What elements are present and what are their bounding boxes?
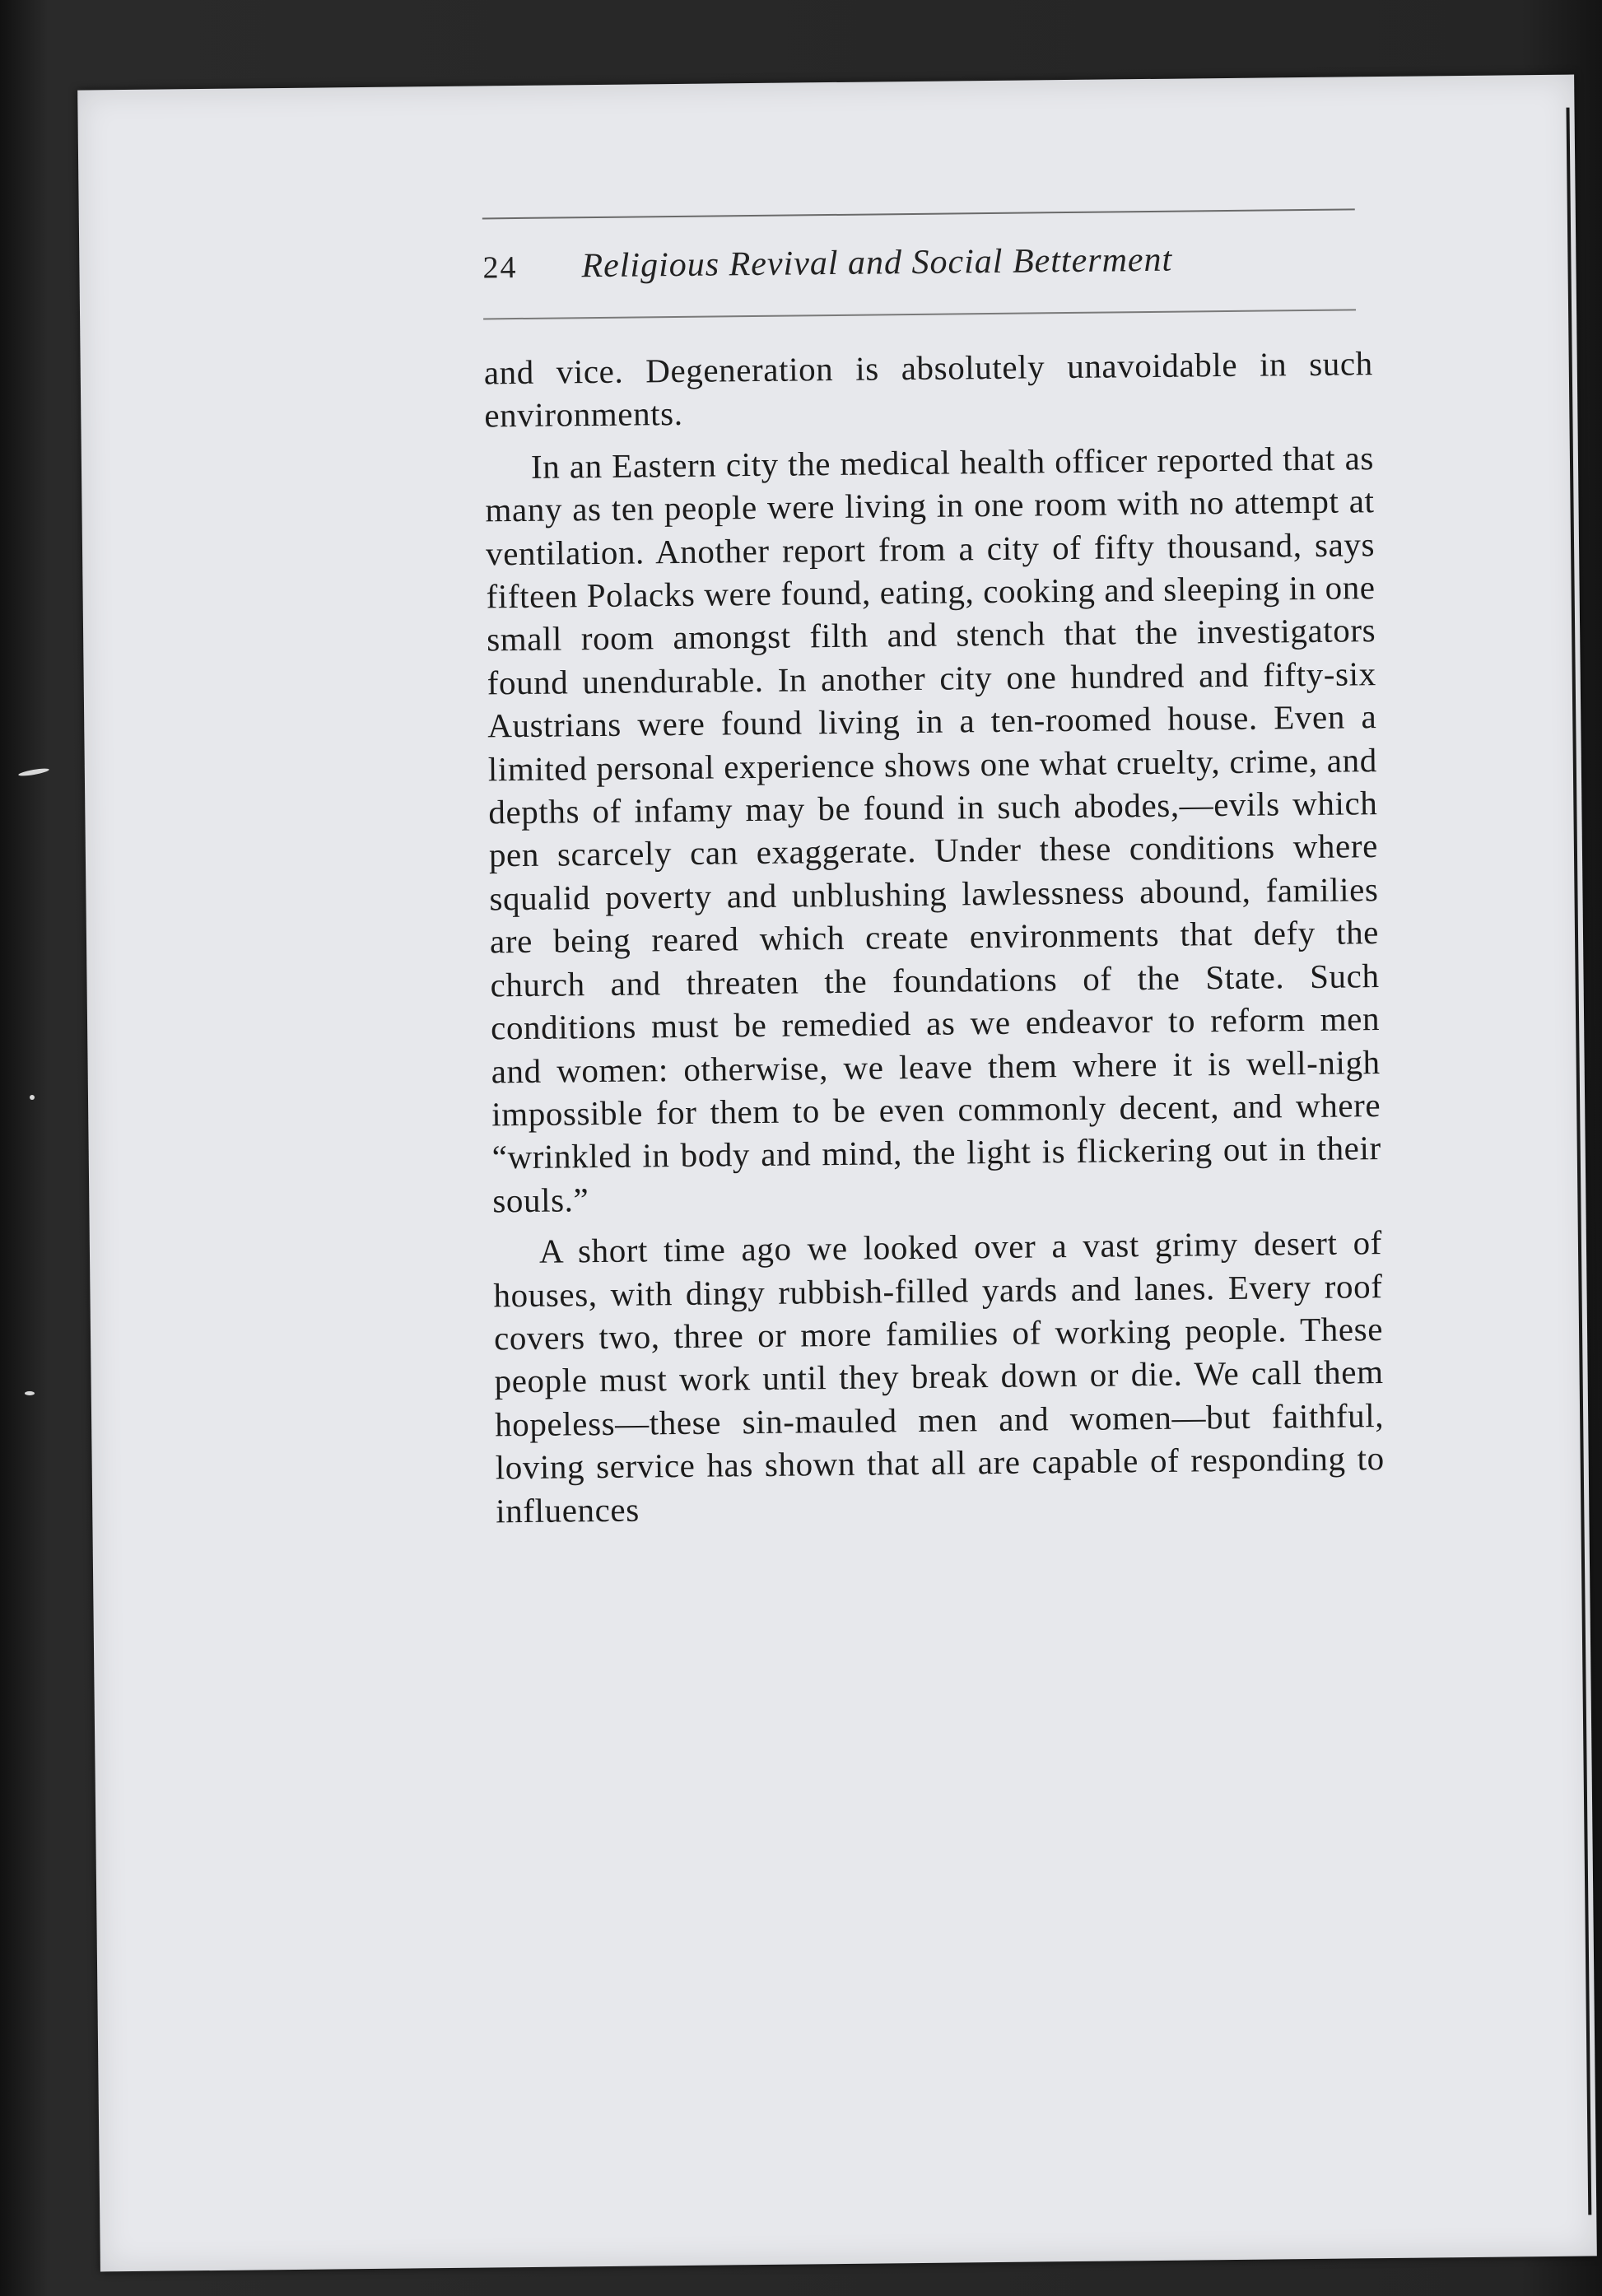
paragraph-continued: and vice. Degeneration is absolutely unavoidable in such environments. (483, 344, 1373, 435)
dust-speck (25, 1391, 35, 1395)
header-rule-top (482, 208, 1355, 219)
running-head (482, 238, 1356, 305)
body-text (484, 342, 1385, 1532)
paragraph: In an Eastern city the medical health officer reported that as many as ten people were living in one room with no attempt at ventilation. Another report from a city of fifty thousand, says fifteen Polacks were found, eating, cooking and sleeping in one small room amongst filth and stench that the investigators found unendurable. In another city one hundred and fifty-six Austrians were found living in a ten-roomed house. Even a limited personal experience shows one what cruelty, crime, and depths of infamy may be found in such abodes,—evils which pen scarcely can exaggerate. Under these conditions where squalid poverty and unblushing lawlessness abound, families are being reared which create environments that defy the church and threaten the foundations of the State. Such conditions must be remedied as we endeavor to reform men and women: otherwise, we leave them where it is well-nigh impossible for them to be even commonly decent, and where “wrinkled in body and mind, the light is flickering out in their souls.” (485, 438, 1381, 1220)
book-page (77, 75, 1597, 2272)
paragraph: A short time ago we looked over a vast grimy desert of houses, with dingy rubbish-filled yards and lanes. Every roof covers two, three or more families of working people. These people must work until they break down or die. We call them hopeless—these sin-mauled men and women—but faithful, loving service has shown that all are capable of responding to influences (493, 1223, 1385, 1530)
running-title: Religious Revival and Social Betterment (581, 240, 1173, 286)
dust-speck (30, 1095, 35, 1100)
header-rule-bottom (483, 309, 1356, 319)
page-number: 24 (482, 250, 518, 286)
